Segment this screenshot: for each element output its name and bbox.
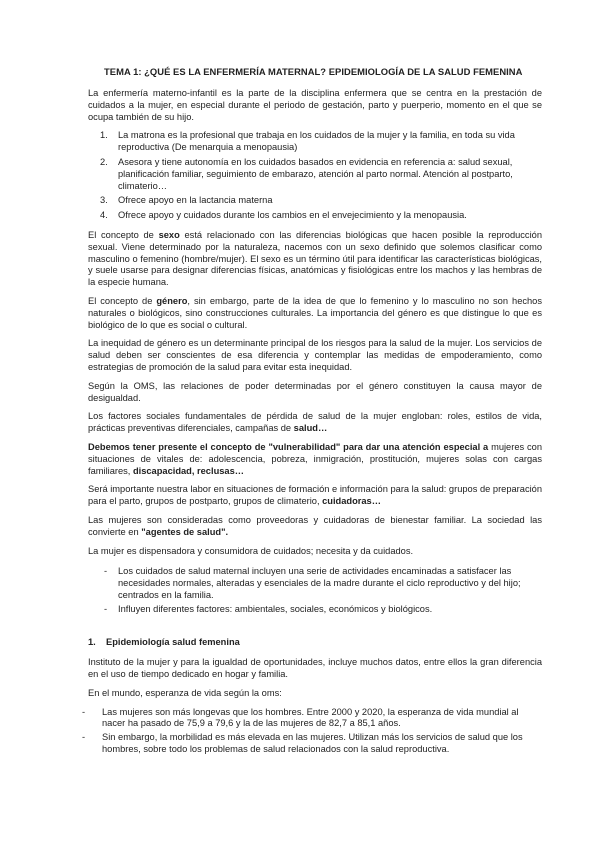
list-item — [88, 195, 542, 207]
term-sexo: sexo — [158, 229, 180, 240]
list-item-text: Ofrece apoyo en la lactancia materna — [118, 195, 273, 206]
list-item: - Los cuidados de salud maternal incluyen una serie de actividades encaminadas a satisfacer las necesidades normales, alteradas y esenciales de la madre durante el ciclo reproductivo y del hijo; centrados en la familia. — [104, 566, 521, 600]
list-number: 4. — [100, 210, 108, 221]
term-genero: género — [156, 295, 188, 306]
list-item-text: Influyen diferentes factores: ambientales, sociales, económicos y biológicos. — [118, 603, 433, 614]
section-heading: 1. Epidemiología salud femenina — [88, 637, 240, 648]
list-item — [88, 210, 542, 222]
list-number: 3. — [100, 195, 108, 206]
page-title: TEMA 1: ¿QUÉ ES LA ENFERMERÍA MATERNAL? EPIDEMIOLOGÍA DE LA SALUD FEMENINA — [104, 66, 523, 77]
list-item — [88, 130, 542, 154]
list-item-text: Las mujeres son más longevas que los hombres. Entre 2000 y 2020, la esperanza de vida mundial al nacer ha pasado de 75,9 a 79,6 y la de las mujeres de 82,7 a 85,1 años. — [102, 706, 519, 729]
term-vulnerabilidad: vulnerabilidad — [272, 441, 336, 452]
paragraph-dispensadora: La mujer es dispensadora y consumidora de cuidados; necesita y da cuidados. — [88, 545, 414, 556]
list-item-text: Asesora y tiene autonomía en los cuidados basados en evidencia en referencia a: salud sexual, planificación familiar, seguimiento de embarazo, atención al parto normal. Atención al postparto, climaterio… — [118, 156, 513, 191]
numbered-list — [88, 130, 542, 222]
paragraph-genero: El concepto de género, sin embargo, parte de la idea de que lo femenino y lo masculino no son hechos naturales o biológicos, sino construcciones culturales. La importancia del género es que distingue lo que es biológico de lo que es social o cultural. — [88, 295, 543, 330]
paragraph-factores: Los factores sociales fundamentales de pérdida de salud de la mujer engloban: roles, estilos de vida, prácticas preventivas diferenciales, campañas de salud… — [88, 411, 542, 434]
intro-paragraph: La enfermería materno-infantil es la parte de la disciplina enfermera que se centra en la prestación de cuidados a la mujer, en especial durante el periodo de gestación, parto y puerperio, momento en el que se ocupa también de su hijo. — [88, 88, 542, 122]
list-item-text: Sin embargo, la morbilidad es más elevada en las mujeres. Utilizan más los servicios de salud que los hombres, sobre todo los problemas de salud relacionados con la salud reproductiva. — [102, 732, 523, 755]
paragraph-sexo: El concepto de sexo está relacionado con las diferencias biológicas que hacen posible la reproducción sexual. Viene determinado por la naturaleza, nacemos con un sexo definido que solemos clasificar como masculino o femenino (hombre/mujer). El sexo es un término útil para identificar las características biológicas, y suele usarse para designar diferencias físicas, anatómicas y fisiológicas entre los machos y las hembras de la especie humana. — [88, 229, 542, 288]
paragraph-vulnerabilidad: Debemos tener presente el concepto de "vulnerabilidad" para dar una atención especial a mujeres con situaciones de vitales de: adolescencia, pobreza, inmigración, prostitución, mujeres solas con cargas familiares, discapacidad, reclusas… — [88, 441, 543, 476]
list-item: - Sin embargo, la morbilidad es más elevada en las mujeres. Utilizan más los servicios de salud que los hombres, sobre todo los problemas de salud relacionados con la salud reproductiva. — [82, 732, 523, 755]
list-item: - Influyen diferentes factores: ambientales, sociales, económicos y biológicos. — [104, 603, 433, 614]
paragraph-inequidad: La inequidad de género es un determinante principal de los riesgos para la salud de la mujer. Los servicios de salud deben ser conscientes de esa diferencia y contemplar las medidas de empoderamiento, como estrategias de promoción de la salud para evitar esta inequidad. — [88, 338, 542, 372]
list-item-text: La matrona es la profesional que trabaja en los cuidados de la mujer y la familia, en toda su vida reproductiva (De menarquia a menopausia) — [118, 130, 515, 153]
paragraph-cuidadoras: Las mujeres son consideradas como proveedoras y cuidadoras de bienestar familiar. La sociedad las convierte en "agentes de salud". — [88, 514, 542, 537]
list-number: 2. — [100, 156, 108, 167]
term-agentes-salud: "agentes de salud". — [141, 526, 229, 537]
paragraph-instituto: Instituto de la mujer y para la igualdad de oportunidades, incluye muchos datos, entre ellos la gran diferencia en el uso de tiempo dedicado en hogar y familia. — [88, 657, 542, 680]
list-item-text: Los cuidados de salud maternal incluyen una serie de actividades encaminadas a satisfacer las necesidades normales, alteradas y esenciales de la madre durante el ciclo reproductivo y del hijo; centrados en la familia. — [118, 566, 521, 600]
dash-list-epidemiologia — [82, 706, 542, 756]
dash-list — [88, 566, 542, 615]
paragraph-mundo: En el mundo, esperanza de vida según la oms: — [88, 687, 282, 698]
list-item: - Las mujeres son más longevas que los hombres. Entre 2000 y 2020, la esperanza de vida mundial al nacer ha pasado de 75,9 a 79,6 y la de las mujeres de 82,7 a 85,1 años. — [82, 706, 519, 729]
paragraph-labor: Será importante nuestra labor en situaciones de formación e información para la salud: grupos de preparación para el parto, grupos de postparto, grupos de climaterio, cuidadoras… — [88, 484, 542, 507]
list-number: 1. — [100, 130, 108, 141]
list-item — [88, 157, 542, 192]
paragraph-oms: Según la OMS, las relaciones de poder determinadas por el género constituyen la causa mayor de desigualdad. — [88, 380, 542, 403]
list-item-text: Ofrece apoyo y cuidados durante los cambios en el envejecimiento y la menopausia. — [118, 210, 467, 221]
